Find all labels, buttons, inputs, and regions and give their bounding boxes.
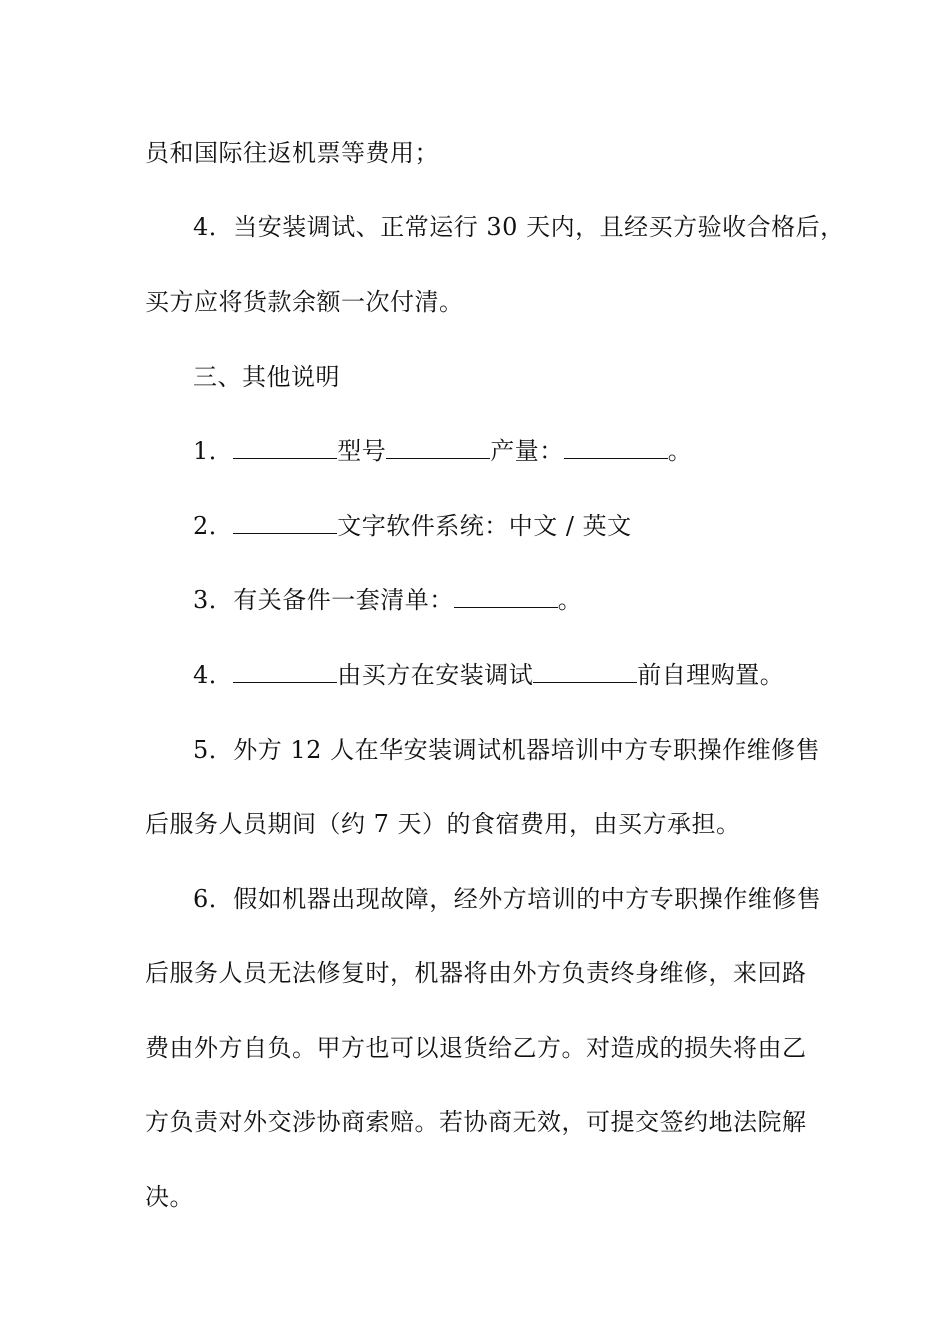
- item-text: 型号: [337, 437, 387, 465]
- fill-blank: [386, 436, 490, 459]
- section-heading: 三、其他说明: [193, 363, 340, 391]
- item-text: 3．有关备件一套清单：: [193, 586, 454, 614]
- item-text: 。: [667, 437, 693, 465]
- paragraph-line: 后服务人员无法修复时，机器将由外方负责终身维修，来回路: [145, 959, 807, 987]
- fill-blank: [564, 436, 668, 459]
- paragraph-line: 员和国际往返机票等费用；: [145, 139, 439, 167]
- paragraph-line: 6．假如机器出现故障，经外方培训的中方专职操作维修售: [193, 885, 822, 913]
- fill-blank: [533, 660, 637, 683]
- item-text: 。: [557, 586, 583, 614]
- item-text: 产量：: [490, 437, 564, 465]
- list-item: [193, 585, 582, 615]
- item-number: 2．: [193, 512, 234, 540]
- fill-blank: [454, 585, 558, 608]
- paragraph-line: 决。: [145, 1183, 194, 1211]
- paragraph-line: 买方应将货款余额一次付清。: [145, 288, 464, 316]
- fill-blank: [233, 660, 337, 683]
- paragraph-line: 后服务人员期间（约 7 天）的食宿费用，由买方承担。: [145, 810, 741, 838]
- item-text: 文字软件系统：中文 / 英文: [337, 512, 632, 540]
- list-item: [193, 660, 784, 690]
- item-text: 前自理购置。: [637, 661, 785, 689]
- paragraph-line: 4．当安装调试、正常运行 30 天内，且经买方验收合格后，: [193, 213, 845, 241]
- item-text: 由买方在安装调试: [337, 661, 534, 689]
- paragraph-line: 方负责对外交涉协商索赔。若协商无效，可提交签约地法院解: [145, 1108, 807, 1136]
- fill-blank: [233, 511, 337, 534]
- fill-blank: [233, 436, 337, 459]
- paragraph-line: 费由外方自负。甲方也可以退货给乙方。对造成的损失将由乙: [145, 1034, 807, 1062]
- paragraph-line: 5．外方 12 人在华安装调试机器培训中方专职操作维修售: [193, 736, 821, 764]
- item-number: 1．: [193, 437, 234, 465]
- list-item: [193, 436, 692, 466]
- list-item: [193, 511, 632, 541]
- item-number: 4．: [193, 661, 234, 689]
